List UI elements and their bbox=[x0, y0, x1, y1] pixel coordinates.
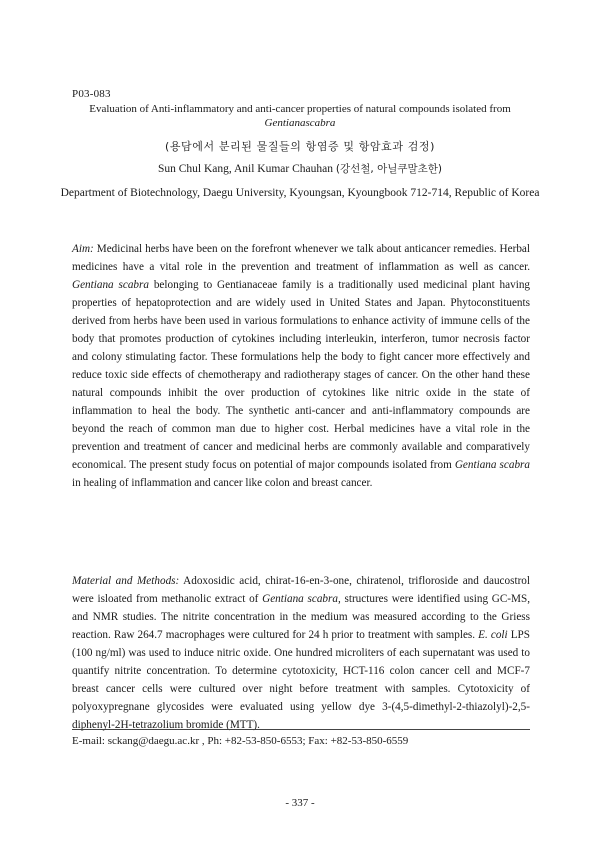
aim-text: belonging to Gentianaceae family is a traditionally used medicinal plant having properties of hepatoprotection and are widely used in United States and Japan. Phytoconstituents derived from herbs have been used in various formulations to enhance activity of immune cells of the body that promotes production of cytokines including interleukin, interferon, tumor necrosis factor and colony stimulating factor. These formulations help the body to fight cancer more effectively and reduce toxic side effects of chemotherapy and radiotherapy stages of cancer. On the other hand these natural compounds inhibit the over production of cytokines like nitric oxide in the state of inflammation to heal the body. The synthetic anti-cancer and anti-inflammatory compounds are beyond the reach of common man due to higher cost. Herbal medicines have a vital role in the prevention and treatment of cancer and medicinal herbs are commonly available and comparatively economical. The present study focus on potential of major compounds isolated from bbox=[72, 279, 531, 471]
aim-text: Medicinal herbs have been on the forefront whenever we talk about anticancer remedies. Herbal medicines have a vital role in the prevention and treatment of inflammation as well as cancer. bbox=[72, 243, 530, 273]
title-species: Gentianascabra bbox=[264, 117, 336, 129]
footer-divider bbox=[72, 729, 530, 730]
korean-title: (용담에서 분리된 물질들의 항염증 및 항암효과 검정) bbox=[164, 140, 436, 153]
aim-label: Aim: bbox=[72, 243, 94, 255]
aim-paragraph bbox=[72, 240, 530, 492]
contact-info: E-mail: sckang@daegu.ac.kr , Ph: +82-53-850-6553; Fax: +82-53-850-6559 bbox=[72, 735, 409, 747]
methods-text: structures were identified using GC-MS, and NMR studies. The nitrite concentration in the medium was measured according to the Griess reaction. Raw 264.7 macrophages were cultured for 24 h prior to treatment with samples. bbox=[72, 593, 531, 641]
abstract-code: P03-083 bbox=[72, 88, 111, 100]
methods-text: LPS (100 ng/ml) was used to induce nitric oxide. One hundred microliters of each supernatant was used to quantify nitrite concentration. To determine cytotoxicity, HCT-116 colon cancer cell and MCF-7 breast cancer cells were cultured over night before treatment with samples. Cytotoxicity of polyoxypregnane glycosides were evaluated using yellow dye 3-(4,5-dimethyl-2-thiazolyl)-2,5-diphenyl-2H-tetrazolium bromide (MTT). bbox=[72, 629, 530, 731]
title-text: Evaluation of Anti-inflammatory and anti-cancer properties of natural compounds isolated from bbox=[89, 103, 511, 115]
aim-text: in healing of inflammation and cancer like colon and breast cancer. bbox=[72, 477, 373, 489]
methods-paragraph bbox=[72, 572, 530, 734]
affiliation: Department of Biotechnology, Daegu University, Kyoungsan, Kyoungbook 712-714, Republic of Korea bbox=[60, 187, 540, 199]
authors-korean: (강선철, 아닐쿠말초한) bbox=[335, 163, 443, 175]
ecoli-name: E. coli bbox=[478, 629, 508, 641]
species-name: Gentiana scabra bbox=[454, 459, 530, 471]
methods-text: Adoxosidic acid, chirat-16-en-3-one, chiratenol, trifloroside and daucostrol were isloated from methanolic extract of bbox=[72, 575, 531, 605]
paper-title bbox=[60, 102, 540, 130]
author-line bbox=[60, 161, 540, 176]
species-name: Gentiana scabra, bbox=[262, 593, 341, 605]
page-number: - 337 - bbox=[285, 797, 315, 809]
authors: Sun Chul Kang, Anil Kumar Chauhan bbox=[157, 163, 336, 175]
species-name: Gentiana scabra bbox=[72, 279, 149, 291]
methods-label: Material and Methods: bbox=[72, 575, 180, 587]
